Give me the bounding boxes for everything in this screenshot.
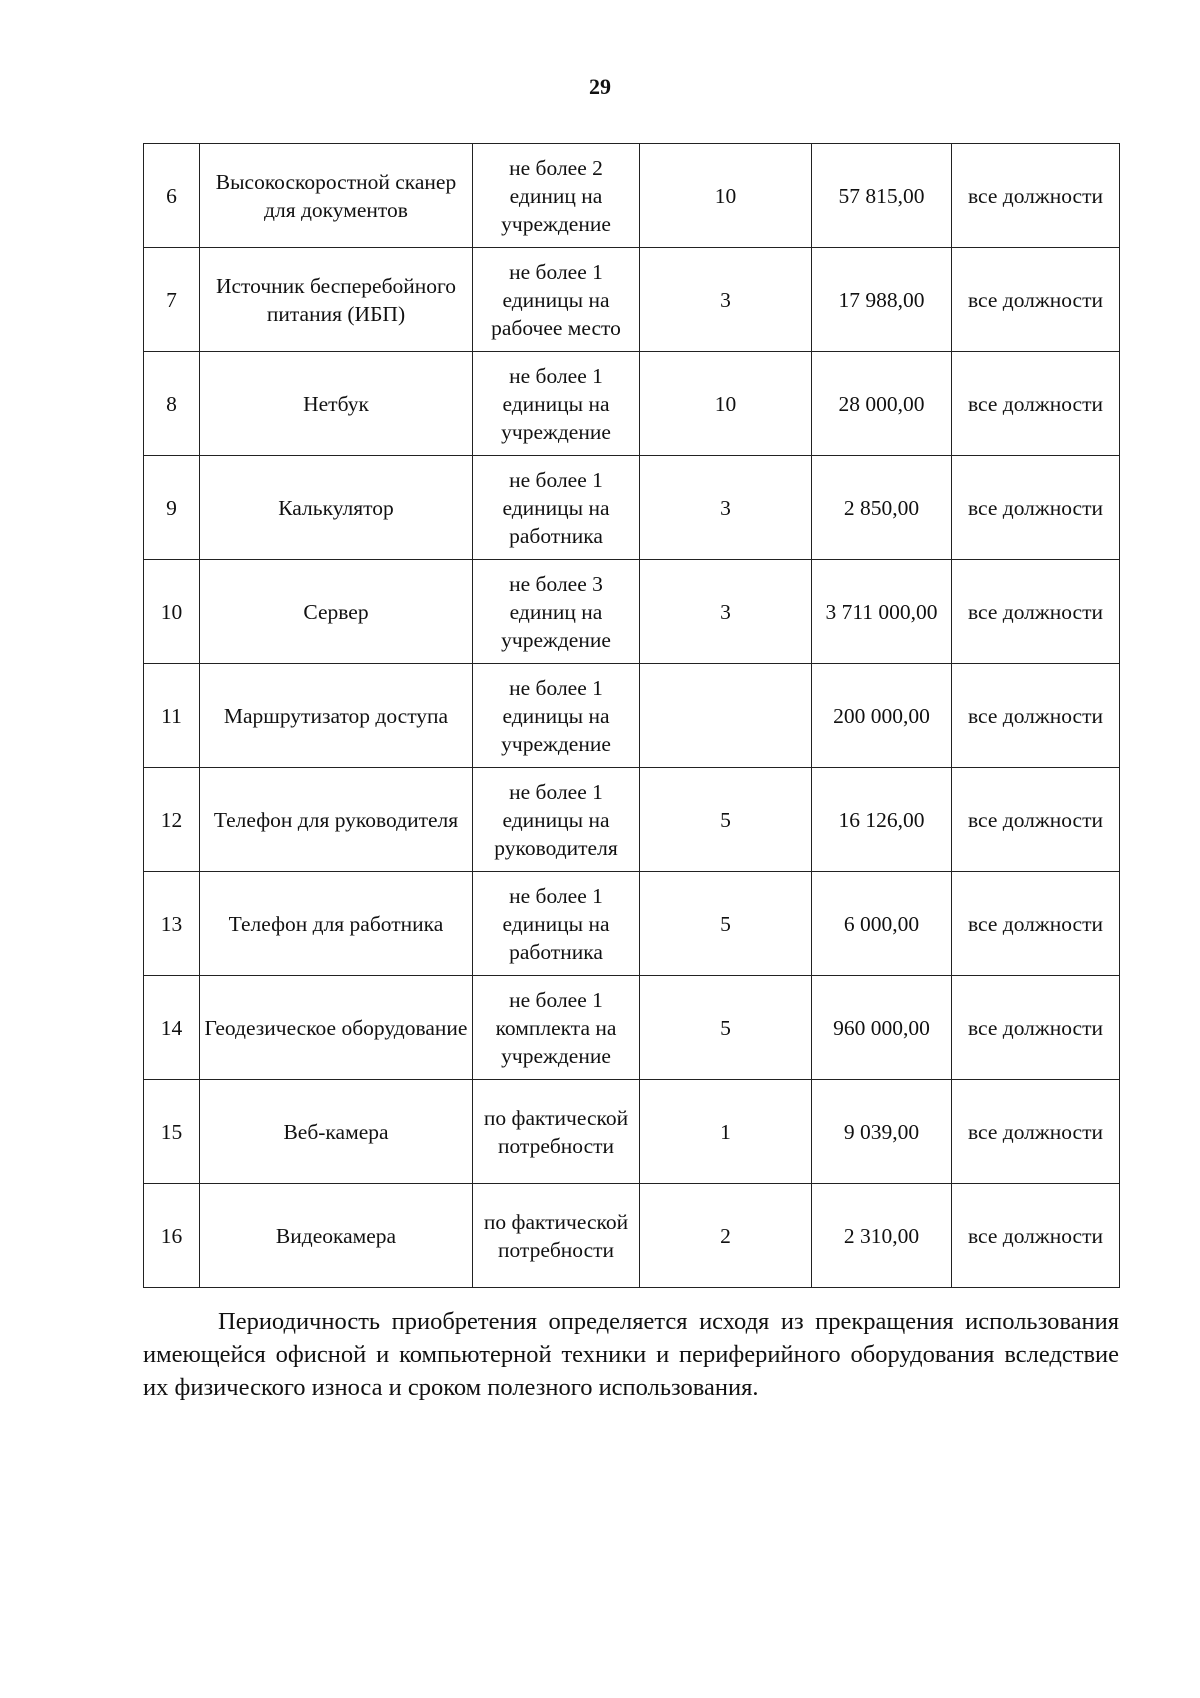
- service-years-cell: 1: [640, 1080, 812, 1184]
- service-years-cell: 3: [640, 560, 812, 664]
- positions-cell: все должности: [952, 1080, 1120, 1184]
- row-number-cell: 12: [144, 768, 200, 872]
- quantity-norm-cell: не более 1 единицы на рабочее место: [473, 248, 640, 352]
- row-number-cell: 15: [144, 1080, 200, 1184]
- price-cell: 2 310,00: [812, 1184, 952, 1288]
- table-row: [144, 560, 1120, 664]
- item-name-cell: Маршрутизатор доступа: [200, 664, 473, 768]
- service-years-cell: 2: [640, 1184, 812, 1288]
- service-years-cell: 5: [640, 976, 812, 1080]
- item-name-cell: Источник бесперебойного питания (ИБП): [200, 248, 473, 352]
- row-number-cell: 6: [144, 144, 200, 248]
- table-row: [144, 1184, 1120, 1288]
- table-row: [144, 248, 1120, 352]
- positions-cell: все должности: [952, 560, 1120, 664]
- procurement-periodicity-paragraph: Периодичность приобретения определяется исходя из прекращения использования имеющейся офисной и компьютерной техники и периферийного оборудования вследствие их физического износа и сроком полезного использования.: [143, 1308, 1119, 1401]
- quantity-norm-cell: не более 3 единиц на учреждение: [473, 560, 640, 664]
- item-name-cell: Высокоскоростной сканер для документов: [200, 144, 473, 248]
- table-row: [144, 768, 1120, 872]
- row-number-cell: 8: [144, 352, 200, 456]
- positions-cell: все должности: [952, 352, 1120, 456]
- table-row: [144, 144, 1120, 248]
- row-number-cell: 9: [144, 456, 200, 560]
- service-years-cell: 10: [640, 352, 812, 456]
- price-cell: 6 000,00: [812, 872, 952, 976]
- row-number-cell: 14: [144, 976, 200, 1080]
- page-number: 29: [589, 74, 611, 99]
- positions-cell: все должности: [952, 872, 1120, 976]
- row-number-cell: 10: [144, 560, 200, 664]
- price-cell: 200 000,00: [812, 664, 952, 768]
- quantity-norm-cell: не более 1 комплекта на учреждение: [473, 976, 640, 1080]
- positions-cell: все должности: [952, 1184, 1120, 1288]
- price-cell: 3 711 000,00: [812, 560, 952, 664]
- table-row: [144, 664, 1120, 768]
- equipment-table-body: [144, 144, 1120, 1288]
- service-years-cell: 3: [640, 456, 812, 560]
- service-years-cell: 5: [640, 872, 812, 976]
- item-name-cell: Телефон для работника: [200, 872, 473, 976]
- service-years-cell: 10: [640, 144, 812, 248]
- table-row: [144, 1080, 1120, 1184]
- equipment-table: [143, 143, 1120, 1288]
- item-name-cell: Веб-камера: [200, 1080, 473, 1184]
- positions-cell: все должности: [952, 248, 1120, 352]
- quantity-norm-cell: не более 1 единицы на учреждение: [473, 664, 640, 768]
- service-years-cell: [640, 664, 812, 768]
- quantity-norm-cell: не более 1 единицы на работника: [473, 872, 640, 976]
- positions-cell: все должности: [952, 664, 1120, 768]
- row-number-cell: 11: [144, 664, 200, 768]
- quantity-norm-cell: не более 1 единицы на учреждение: [473, 352, 640, 456]
- item-name-cell: Геодезическое оборудование: [200, 976, 473, 1080]
- positions-cell: все должности: [952, 768, 1120, 872]
- positions-cell: все должности: [952, 456, 1120, 560]
- table-row: [144, 456, 1120, 560]
- price-cell: 2 850,00: [812, 456, 952, 560]
- table-row: [144, 872, 1120, 976]
- item-name-cell: Телефон для руководителя: [200, 768, 473, 872]
- price-cell: 17 988,00: [812, 248, 952, 352]
- row-number-cell: 7: [144, 248, 200, 352]
- quantity-norm-cell: не более 1 единицы на руководителя: [473, 768, 640, 872]
- quantity-norm-cell: не более 1 единицы на работника: [473, 456, 640, 560]
- price-cell: 57 815,00: [812, 144, 952, 248]
- positions-cell: все должности: [952, 976, 1120, 1080]
- row-number-cell: 13: [144, 872, 200, 976]
- table-row: [144, 976, 1120, 1080]
- item-name-cell: Калькулятор: [200, 456, 473, 560]
- quantity-norm-cell: по фактической потребности: [473, 1184, 640, 1288]
- item-name-cell: Сервер: [200, 560, 473, 664]
- quantity-norm-cell: по фактической потребности: [473, 1080, 640, 1184]
- row-number-cell: 16: [144, 1184, 200, 1288]
- table-row: [144, 352, 1120, 456]
- price-cell: 16 126,00: [812, 768, 952, 872]
- positions-cell: все должности: [952, 144, 1120, 248]
- price-cell: 9 039,00: [812, 1080, 952, 1184]
- item-name-cell: Нетбук: [200, 352, 473, 456]
- item-name-cell: Видеокамера: [200, 1184, 473, 1288]
- quantity-norm-cell: не более 2 единиц на учреждение: [473, 144, 640, 248]
- price-cell: 28 000,00: [812, 352, 952, 456]
- service-years-cell: 3: [640, 248, 812, 352]
- price-cell: 960 000,00: [812, 976, 952, 1080]
- service-years-cell: 5: [640, 768, 812, 872]
